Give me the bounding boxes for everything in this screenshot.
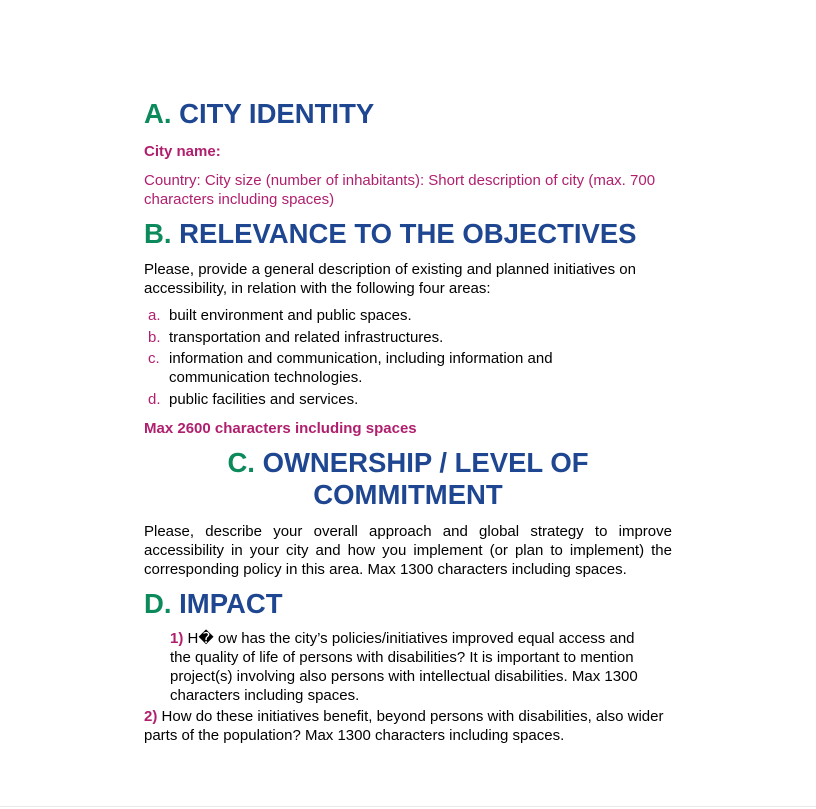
section-c-letter: C.	[227, 447, 255, 478]
question-2-text: How do these initiatives benefit, beyond persons with disabilities, also wider parts of the population? Max 1300 characters including spaces.	[144, 708, 664, 744]
section-a-heading	[144, 98, 674, 130]
section-d-letter: D.	[144, 588, 172, 619]
list-item	[144, 328, 674, 347]
question-1-text: H� ow has the city’s policies/initiatives improved equal access and the quality of life of persons with disabilities? It is important to mention project(s) involving also persons with intellectual disabilities. Max 1300 characters including spaces.	[170, 630, 638, 704]
question-2-number: 2)	[144, 708, 158, 725]
impact-question-1	[170, 629, 642, 705]
list-item-text: information and communication, including information and communication technologies.	[169, 350, 553, 386]
objectives-list	[144, 306, 674, 409]
section-c-title-line2: COMMITMENT	[313, 479, 503, 510]
list-marker: b.	[148, 329, 161, 346]
section-b-heading	[144, 218, 674, 250]
list-item	[144, 306, 674, 325]
section-c-heading	[144, 447, 672, 511]
list-item-text: public facilities and services.	[169, 391, 359, 408]
section-b-title: RELEVANCE TO THE OBJECTIVES	[179, 218, 637, 249]
city-name-label: City name:	[144, 143, 221, 160]
section-a-letter: A.	[144, 98, 172, 129]
list-marker: a.	[148, 307, 161, 324]
list-marker: c.	[148, 350, 160, 367]
section-b-intro: Please, provide a general description of existing and planned initiatives on accessibility, in relation with the following four areas:	[144, 261, 636, 297]
section-d-title: IMPACT	[179, 588, 283, 619]
list-marker: d.	[148, 391, 161, 408]
section-a-title: CITY IDENTITY	[179, 98, 375, 129]
list-item-text: built environment and public spaces.	[169, 307, 412, 324]
section-b-letter: B.	[144, 218, 172, 249]
page-bottom-divider	[0, 806, 816, 807]
section-c-body: Please, describe your overall approach and global strategy to improve accessibility in your city and how you implement (or plan to implement) the corresponding policy in this area. Max 1300 characters including spaces.	[144, 523, 672, 578]
section-d-heading	[144, 588, 674, 620]
max-characters-note: Max 2600 characters including spaces	[144, 420, 417, 437]
list-item	[144, 390, 674, 409]
city-description-instructions: Country: City size (number of inhabitants): Short description of city (max. 700 characters including spaces)	[144, 172, 656, 208]
impact-question-2	[144, 707, 664, 745]
list-item	[144, 349, 589, 387]
question-1-number: 1)	[170, 630, 184, 647]
list-item-text: transportation and related infrastructures.	[169, 329, 444, 346]
section-c-title-line1: OWNERSHIP / LEVEL OF	[262, 447, 589, 478]
document-content	[144, 98, 674, 745]
